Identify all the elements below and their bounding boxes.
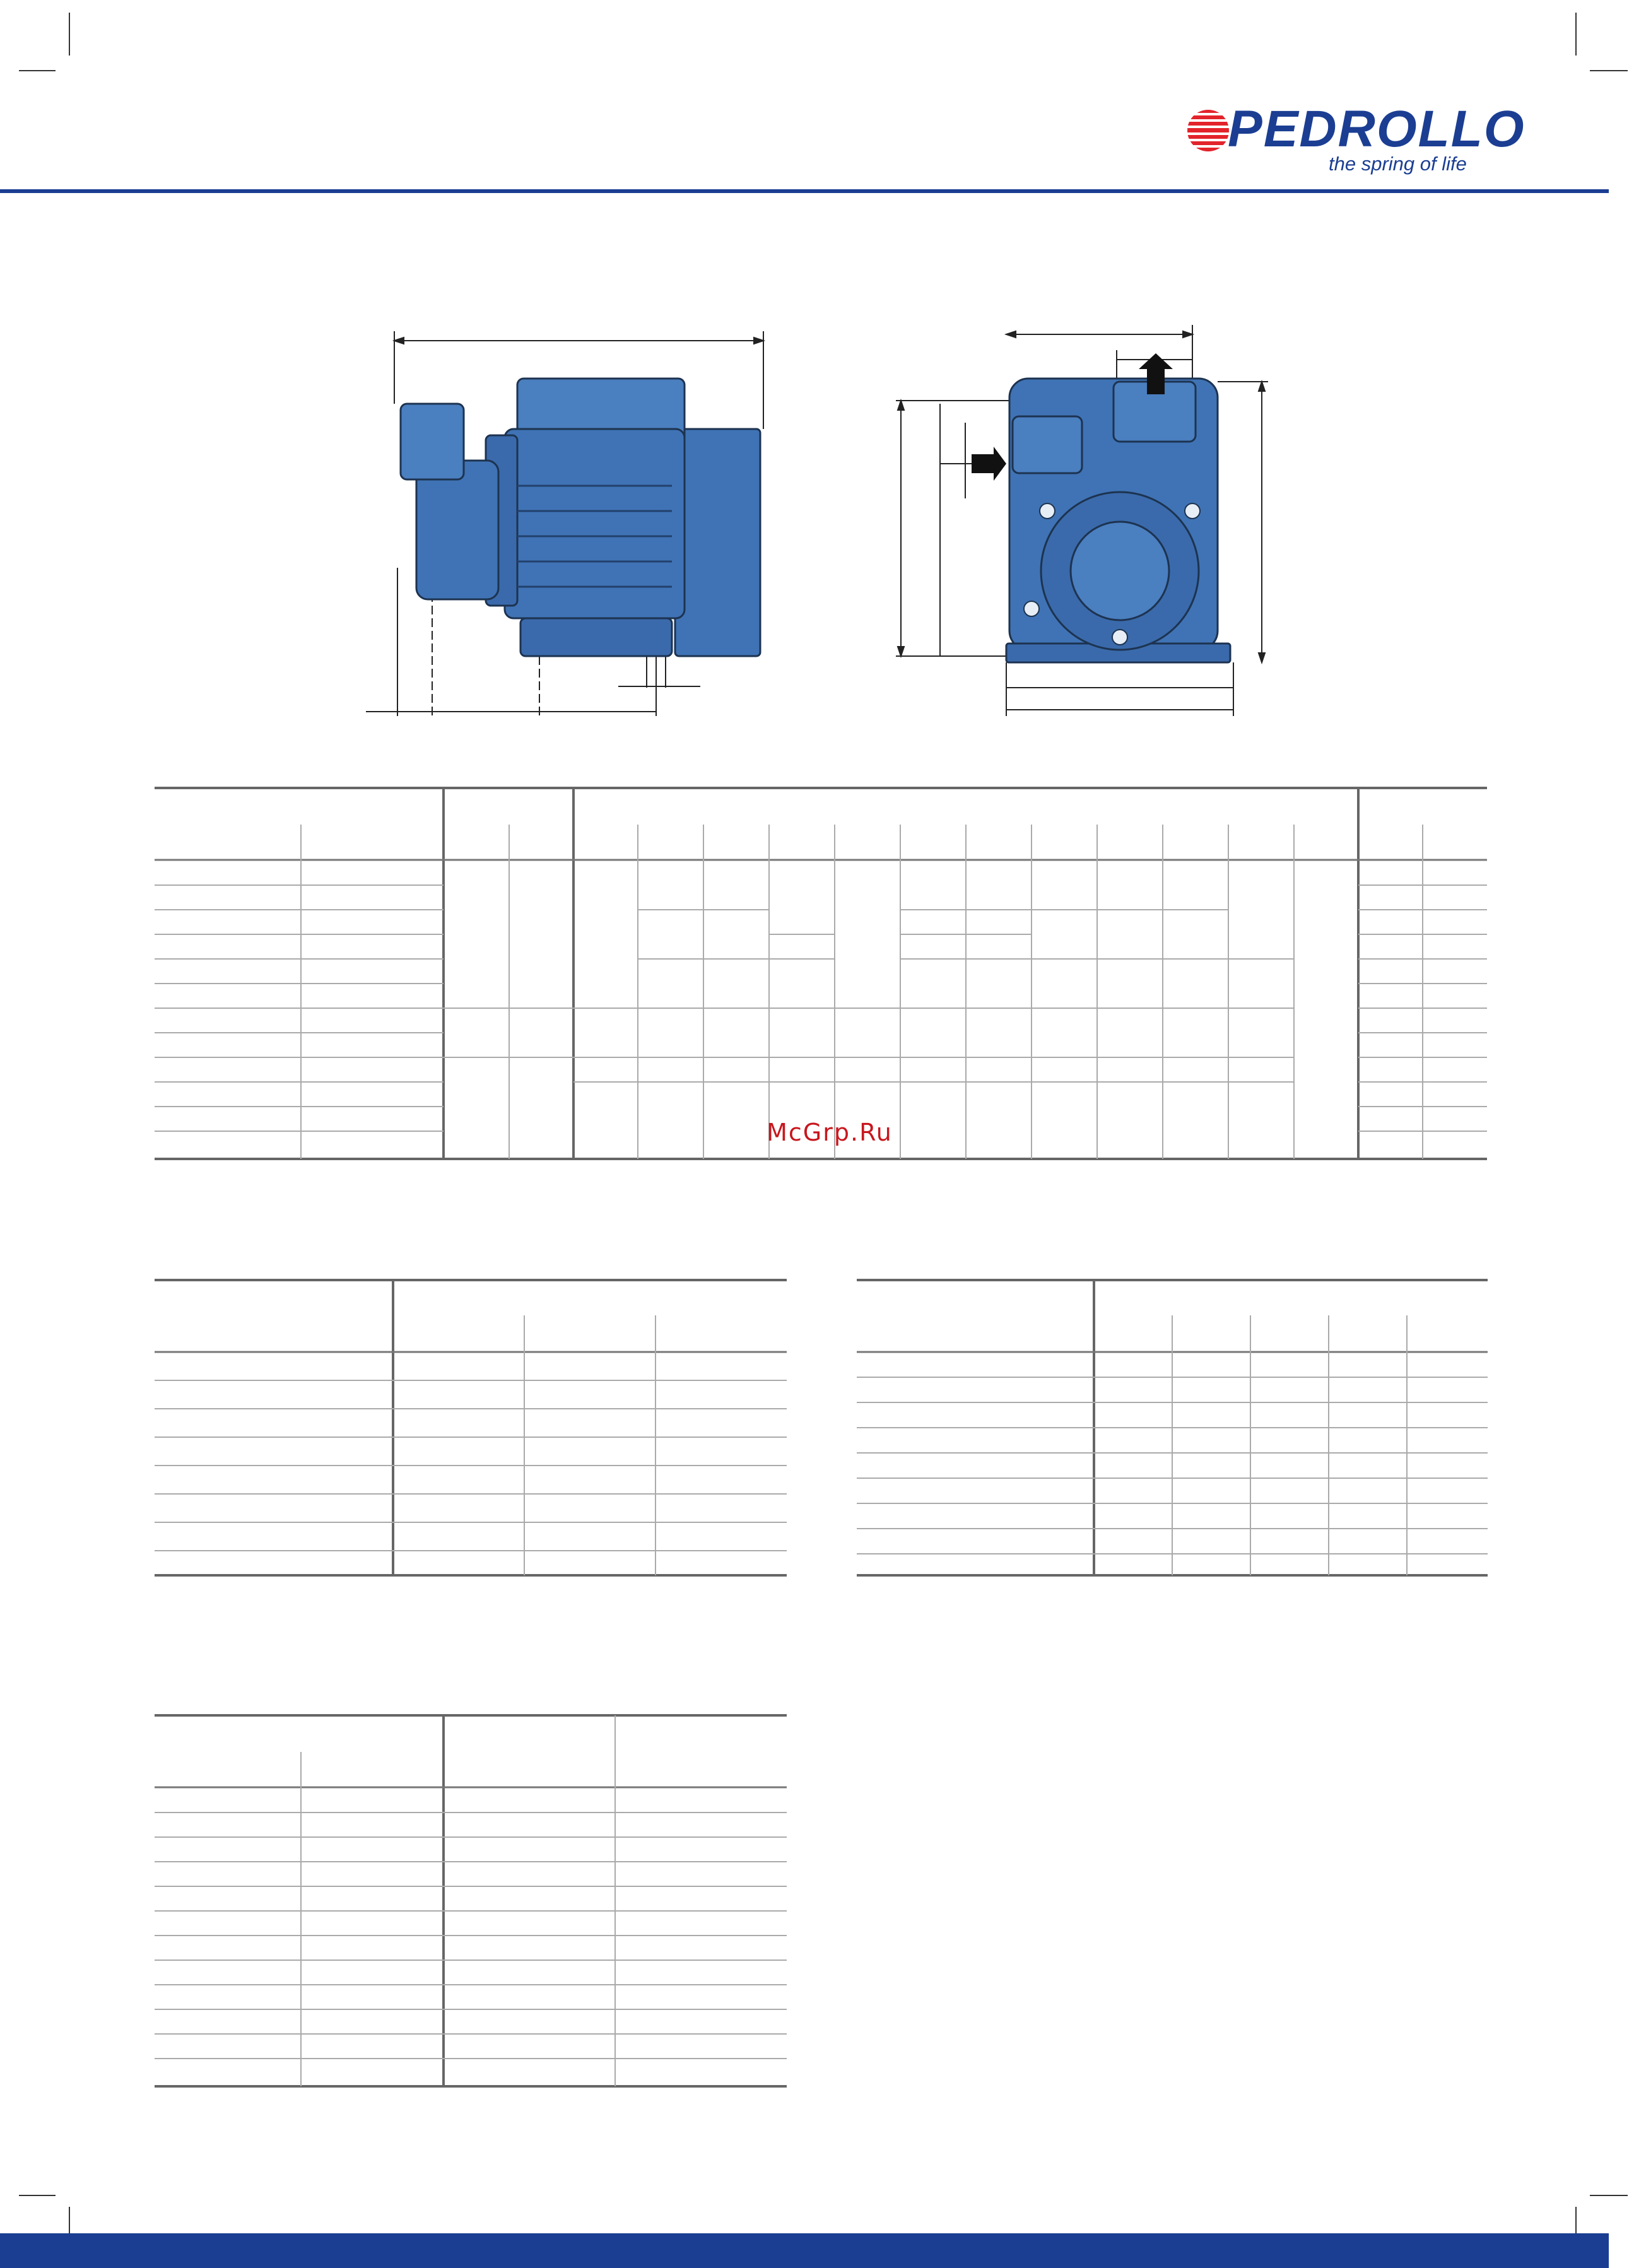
pedrollo-logo-icon [1186, 109, 1230, 153]
specs-table-left [155, 1278, 792, 1580]
specs-table-bottom [155, 1713, 792, 2091]
header-rule [0, 189, 1609, 193]
pump-side-view [360, 328, 795, 719]
pump-front-view [883, 322, 1300, 719]
brand-name: PEDROLLO [1228, 100, 1525, 158]
specs-table-main [155, 785, 1492, 1164]
brand-tagline: the spring of life [1329, 153, 1467, 175]
footer-bar [0, 2233, 1609, 2268]
watermark: McGrp.Ru [767, 1119, 893, 1146]
specs-table-right [857, 1278, 1494, 1580]
